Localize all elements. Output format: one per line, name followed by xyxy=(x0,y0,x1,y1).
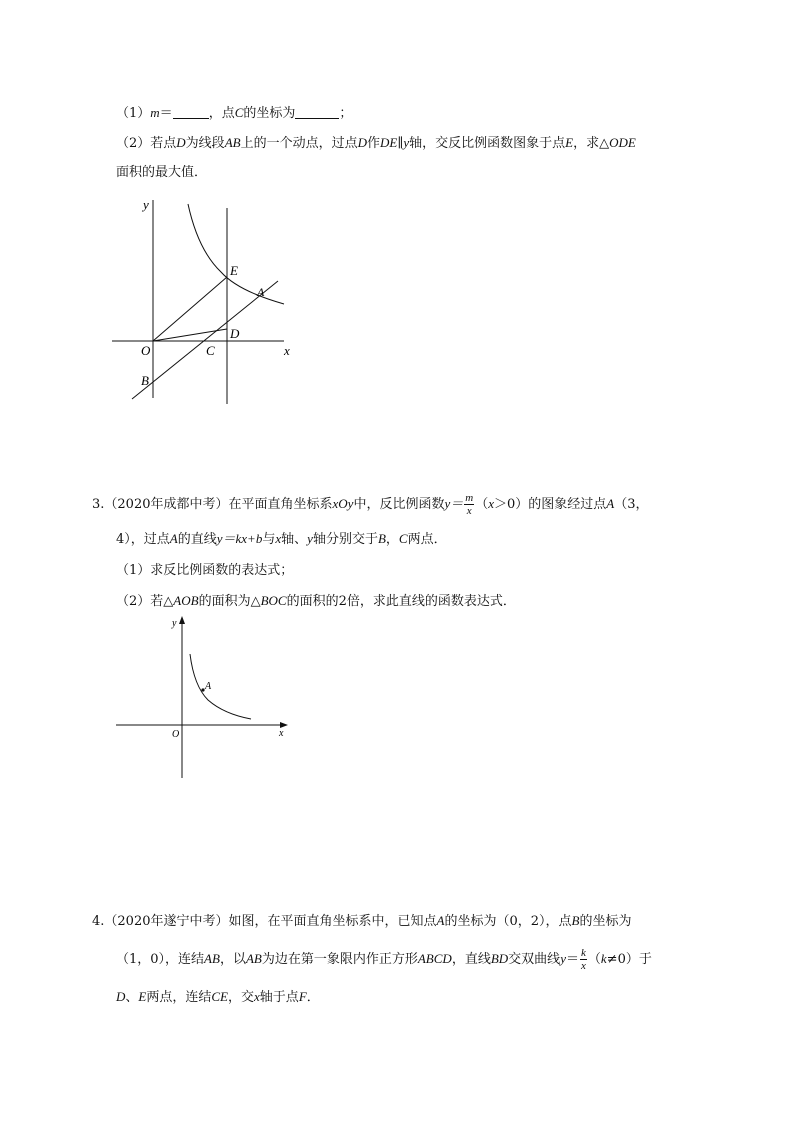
fig1-label-y: y xyxy=(143,197,149,212)
answer-blank-C xyxy=(295,104,339,119)
p3-frac-num: m xyxy=(465,492,474,504)
p4-l2-cond2: ≠0）于 xyxy=(606,952,652,967)
p3-line-eq: y＝kx+b xyxy=(216,531,263,546)
parallel-sign: ∥ xyxy=(397,136,404,151)
p3-b: 中，反比例函数 xyxy=(353,497,445,512)
segment-CE: CE xyxy=(211,989,228,1004)
point-E: E xyxy=(565,135,574,150)
figure-2 xyxy=(112,612,296,784)
q1-prefix: （1） xyxy=(116,106,151,121)
p4-l2-AB2: AB xyxy=(245,951,262,966)
p4-l2-a: （1，0），连结 xyxy=(116,952,205,967)
p3-cond-rest: ＞0） xyxy=(494,497,529,512)
p3-l2-d: 轴、 xyxy=(281,532,308,547)
equals: ＝ xyxy=(159,106,173,121)
p3-l2-C: C xyxy=(398,531,408,546)
p4-l3-e: ． xyxy=(306,990,320,1005)
p4-l2-b: ，以 xyxy=(219,952,246,967)
p4-l3-F: F xyxy=(298,989,307,1004)
p4-line2 xyxy=(116,947,652,972)
p3-cond-open: （ xyxy=(475,497,489,512)
p3-l2-A: A xyxy=(169,531,178,546)
p2-q2-line2 xyxy=(116,164,207,182)
fig1-label-B: B xyxy=(141,373,149,388)
p4-a: 如图，在平面直角坐标系中，已知点 xyxy=(228,914,437,929)
line-BD: BD xyxy=(490,951,509,966)
answer-blank-m xyxy=(173,104,209,119)
p3-coord1: （3， xyxy=(614,497,649,512)
fig2-label-y: y xyxy=(172,618,177,629)
p4-line3 xyxy=(116,988,320,1007)
q2-e: 轴，交反比例函数图象于点 xyxy=(409,136,566,151)
p4-A: A xyxy=(436,913,445,928)
p4-l2-d: ，直线 xyxy=(451,952,491,967)
segment-DE: DE xyxy=(380,135,398,150)
p3-l2-B: B xyxy=(377,531,386,546)
p4-l3-c: ，交 xyxy=(228,990,255,1005)
p2-q2-line xyxy=(116,134,636,153)
p4-fraction xyxy=(580,947,587,972)
p3-q2-a: （2）若△ xyxy=(116,594,174,609)
p3-frac-den: x xyxy=(466,505,472,517)
p4-l2-eq: ＝ xyxy=(565,952,579,967)
p4-line1 xyxy=(92,912,631,931)
p3-cond-x: x xyxy=(488,496,494,511)
fig2-label-A: A xyxy=(205,681,212,692)
q2-a: 为线段 xyxy=(185,136,225,151)
p4-l3-b: 两点，连结 xyxy=(146,990,212,1005)
p3-l2-b: 的直线 xyxy=(177,532,217,547)
p3-source: （2020年成都中考） xyxy=(104,497,229,512)
q2-f: ，求△ xyxy=(573,136,610,151)
fig1-label-A: A xyxy=(257,285,265,299)
q1-end: ； xyxy=(339,106,353,121)
fig1-label-E: E xyxy=(230,263,238,278)
q2-prefix: （2）若点 xyxy=(116,136,177,151)
fig2-label-O: O xyxy=(172,729,180,740)
p3-l2-g: 两点． xyxy=(407,532,447,547)
p3-point-A: A xyxy=(606,496,615,511)
p4-source: （2020年遂宁中考） xyxy=(104,914,229,929)
p3-q1 xyxy=(116,562,293,580)
p3-line2 xyxy=(116,530,447,549)
p3-q2-b: 的面积为△ xyxy=(198,594,261,609)
p4-b: 的坐标为（0，2），点 xyxy=(444,914,572,929)
p3-l2-a: 4），过点 xyxy=(116,532,170,547)
var-y: y xyxy=(403,135,410,150)
p3-fraction xyxy=(464,492,474,517)
fig1-label-C: C xyxy=(206,343,215,358)
p4-c: 的坐标为 xyxy=(579,914,632,929)
p3-l2-x: x xyxy=(275,531,282,546)
triangle-AOB: AOB xyxy=(173,593,199,608)
fig2-hyperbola xyxy=(190,654,251,719)
p3-a: 在平面直角坐标系 xyxy=(228,497,333,512)
p3-q2-c: 的面积的2倍，求此直线的函数表达式． xyxy=(286,594,516,609)
fig1-label-x: x xyxy=(284,343,290,358)
square-ABCD: ABCD xyxy=(417,951,452,966)
q1-tail: 的坐标为 xyxy=(243,106,296,121)
p4-l2-e: 交双曲线 xyxy=(508,952,561,967)
p3-xOy: xOy xyxy=(332,496,354,511)
point-C: C xyxy=(234,105,244,120)
point-D2: D xyxy=(357,135,367,150)
q2-b: 上的一个动点，过点 xyxy=(240,136,358,151)
fig1-label-O: O xyxy=(141,343,151,358)
p3-l2-c: 与 xyxy=(262,532,276,547)
p4-l3-D: D xyxy=(116,989,126,1004)
problem-number-3: 3. xyxy=(92,497,105,512)
p3-q2 xyxy=(116,592,516,611)
q2-line2: 面积的最大值． xyxy=(116,165,208,180)
p4-B: B xyxy=(571,913,580,928)
p3-l2-y: y xyxy=(307,531,313,546)
fig1-hyperbola xyxy=(188,204,284,304)
p4-frac-num: k xyxy=(580,947,586,959)
p2-q1-line xyxy=(116,104,352,123)
segment-AB: AB xyxy=(224,135,241,150)
p4-l3-E: E xyxy=(138,989,147,1004)
p3-q1-text: （1）求反比例函数的表达式； xyxy=(116,563,294,578)
q1-mid: ，点 xyxy=(208,106,235,121)
p3-l2-f: ， xyxy=(385,532,399,547)
p4-l2-cond: （ xyxy=(587,952,601,967)
p4-l2-k: k xyxy=(600,951,607,966)
fig2-y-arrow xyxy=(179,616,185,624)
p4-frac-den: x xyxy=(580,960,586,972)
q2-c: 作 xyxy=(366,136,380,151)
p4-l2-c: 为边在第一象限内作正方形 xyxy=(261,952,418,967)
triangle-ODE: ODE xyxy=(609,135,636,150)
p3-yeq: y＝ xyxy=(444,496,464,511)
fig2-label-x: x xyxy=(279,728,284,739)
p3-l2-e: 轴分别交于 xyxy=(312,532,378,547)
figure-1 xyxy=(108,192,298,407)
p3-c: 的图象经过点 xyxy=(528,497,607,512)
point-D: D xyxy=(176,135,186,150)
p3-line1 xyxy=(92,492,649,517)
p4-l3-a: 、 xyxy=(125,990,139,1005)
problem-number-4: 4. xyxy=(92,914,105,929)
var-m: m xyxy=(150,105,160,120)
p4-l2-AB: AB xyxy=(204,951,220,966)
triangle-BOC: BOC xyxy=(260,593,287,608)
p4-l3-x: x xyxy=(254,989,260,1004)
p4-l3-d: 轴于点 xyxy=(259,990,299,1005)
p4-l2-y: y xyxy=(560,951,566,966)
fig1-label-D: D xyxy=(230,326,240,341)
